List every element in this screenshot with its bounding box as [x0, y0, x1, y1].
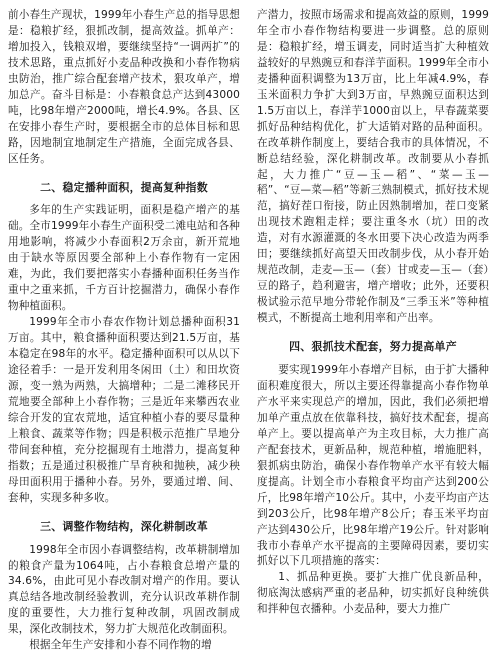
paragraph: 多年的生产实践证明，面积是稳产增产的基础。全市1999年小春生产面积受二滩电站和各种用地影响，将减少小春面积2万余亩，新开荒地由于缺水等原因要全部种上小春作物有一定困难，为此，我们要把落实小春播种面积任务当作重中之重来抓，千方百计挖掘潜力，确保小春作物种植面积。: [8, 204, 240, 313]
paragraph: 前小春生产现状，1999年小春生产总的指导思想是：稳粮扩经，狠抓改制，提高效益。抓单产：增加投入，钱粮双增，要继续坚持“一调两扩”的技术思路，重点抓好小麦品种改换和小春作物病虫防治，推广综合配套增产技术，狠攻单产，增加总产。奋斗目标是：小春粮食总产达到43000吨，比98年增产2000吨，增长4.9%。各县、区在安排小春生产时，要根据全市的总体目标和思路，因地制宜地制定生产措施，全面完成各县、区任务。: [8, 9, 240, 165]
section-heading: 四、狠抓技术配套，努力提高单产: [289, 340, 457, 354]
right-column: [257, 8, 489, 618]
paragraph: 1998年全市因小春调整结构，改革耕制增加的粮食产量为1064吨，占小春粮食总增产量的34.6%，由此可见小春改制对增产的作用。要认真总结各地改制经验教训，充分认识改革耕作制度的重要性，大力推行复种改制，巩固改制成果，深化改制技术，努力扩大规范化改制面积。: [8, 543, 240, 636]
section-heading: 三、调整作物结构，深化耕制改革: [40, 519, 208, 533]
paragraph: 1、抓品种更换。要扩大推广优良新品种，彻底淘汰感病严重的老品种，切实抓好良种统供和拌种包衣播种。小麦品种，要大力推广: [257, 571, 489, 616]
left-column: [8, 8, 240, 654]
paragraph: 产潜力，按照市场需求和提高效益的原则，1999年全市小春作物结构要进一步调整。总的原则是：稳粮扩经，增玉调麦，同时适当扩大种植效益较好的早熟豌豆和春洋芋面积。1999年全市小麦播种面积调整为13万亩，比上年减4.9%，春玉米面积力争扩大到3万亩，早熟豌豆面积达到1.5万亩以上，春洋芋1000亩以上，早春蔬菜要抓好品种结构优化，扩大适销对路的品种面积。在改革耕作制度上，要结合我市的具体情况，不断总结经验，深化耕制改革。改制要从小春抓起，大力推广“豆—玉—稻”、“菜—玉—稻”、“豆—菜—稻”等新三熟制模式，抓好技术规范，搞好茬口衔接，防止因熟制增加，茬口变紧出现技术跑粗走样；要注重冬水（坑）田的改造，对有水源灌溉的冬水田要下决心改造为两季田；要继续抓好高望天田改制步伐，从小春开始规范改制，走麦—玉—（套）甘或麦—玉—（套）豆的路子，趋利避害，增产增收；此外，还要积极试验示范早地分带轮作制及“三季玉米”等种植模式，不断提高土地利用率和产出率。: [257, 9, 489, 325]
paragraph: 要实现1999年小春增产目标，由于扩大播种面积难度很大，所以主要还得靠提高小春作物单产水平来实现总产的增加，因此，我们必须把增加单产重点放在依靠科技，搞好技术配套，提高单产上。要以提高单产为主攻目标，大力推广高产配套技术，更新品种，规范种植，增施肥料，狠抓病虫防治，确保小春作物单产水平有较大幅度提高。计划全市小春粮食平均亩产达到200公斤，比98年增产10公斤。其中，小麦平均亩产达到203公斤，比98年增产8公斤；春玉米平均亩产达到430公斤，比98年增产19公斤。针对影响我市小春单产水平提高的主要障碍因素，要切实抓好以下几项措施的落实：: [257, 364, 489, 568]
paragraph: 根据全年生产安排和小春不同作物的增: [29, 639, 212, 652]
paragraph: 1999年全市小春农作物计划总播种面积31万亩。其中，粮食播种面积要达到21.5万亩，基本稳定在98年的水平。稳定播种面积可以从以下途径着手：一是开发利用冬闲田（土）和田坎资源，变一熟为两熟，大搞增种；二是二滩移民开荒地要全部种上小春作物；三是近年来攀西农业综合开发的宜农荒地，适宜种植小春的要尽量种上粮食、蔬菜等作物；四是积极示范推广旱地分带间套种植，充分挖掘现有土地潜力，提高复种指数；五是通过积极推广旱育秧和抛秧，减少秧母田面积用于播种小春。另外，要通过增、间、套种，实现多种多收。: [8, 316, 240, 504]
section-heading: 二、稳定播种面积，提高复种指数: [40, 180, 208, 194]
